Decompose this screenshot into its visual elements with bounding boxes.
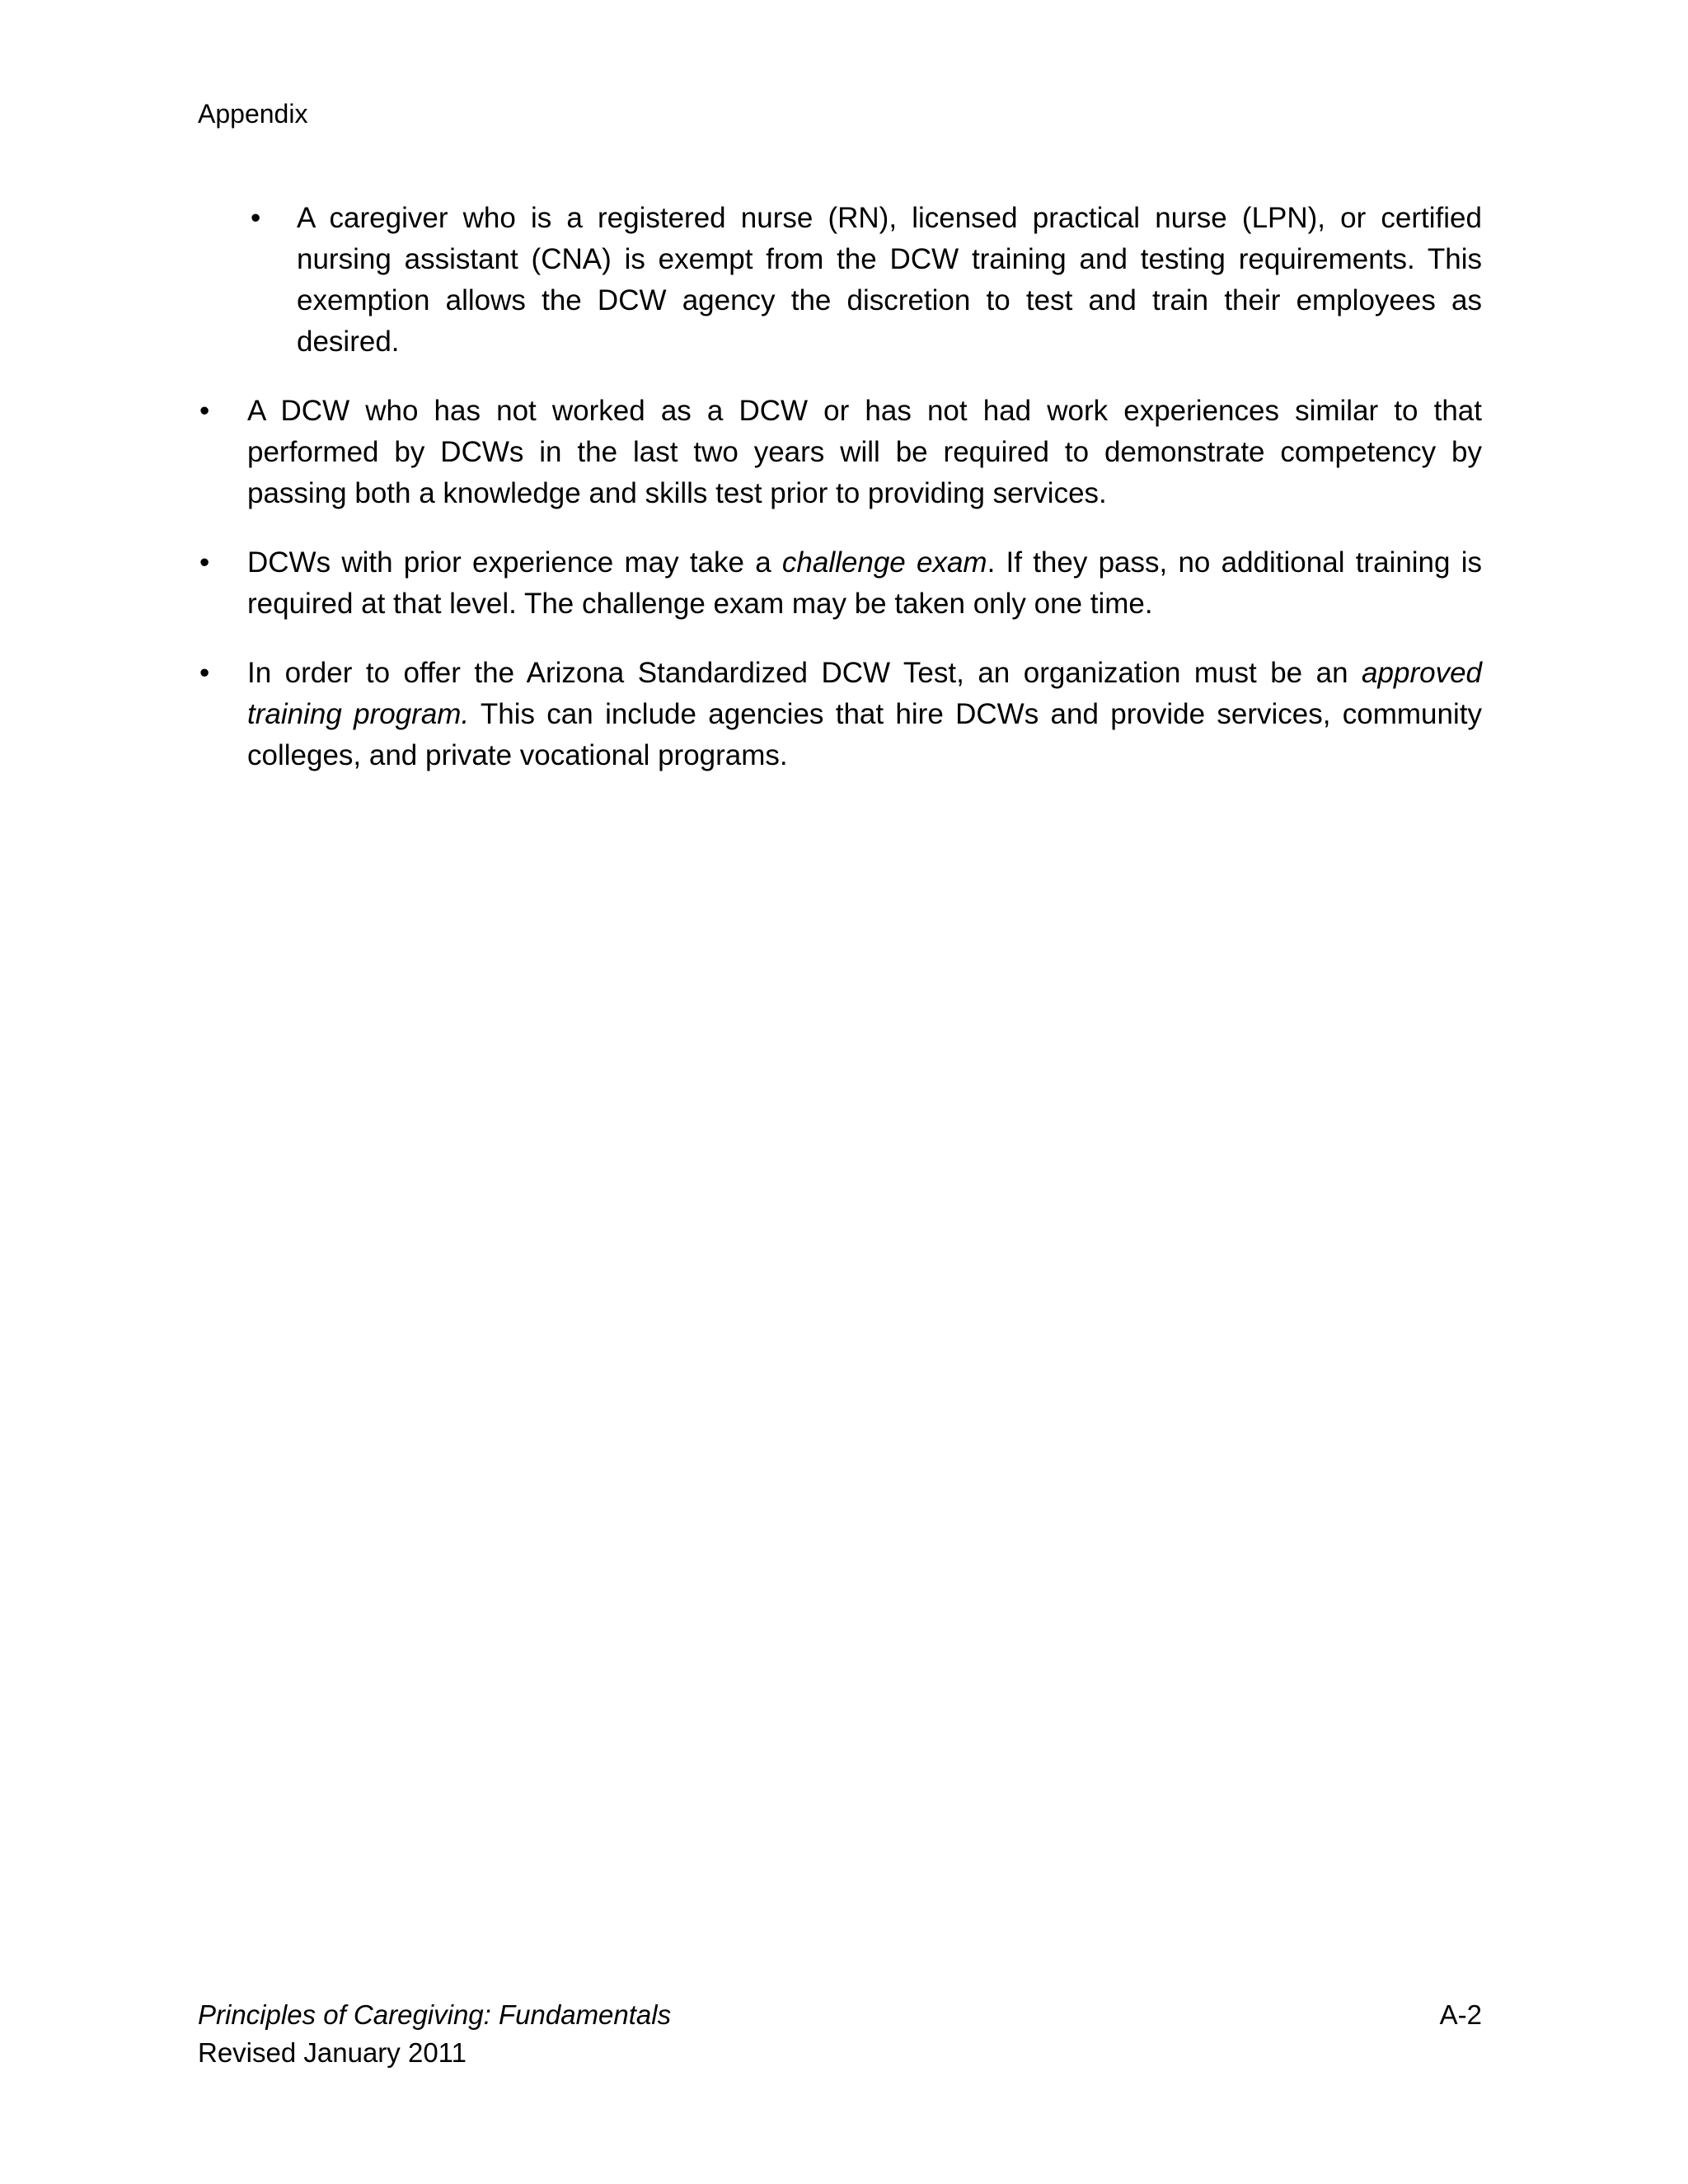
text-segment: DCWs with prior experience may take a [247, 546, 782, 579]
footer-title: Principles of Caregiving: Fundamentals [198, 1999, 672, 2030]
emphasis-text: approved training program. [247, 657, 1482, 730]
bullet-icon: • [251, 202, 261, 234]
list-item-text [247, 653, 1482, 776]
list-item-caregiver-exemption [251, 198, 1482, 363]
text-segment: In order to offer the Arizona Standardized DCW Test, an organization must be an [247, 657, 1362, 689]
page-footer [198, 1996, 1482, 2072]
list-item-approved-program [199, 653, 1482, 776]
footer-revised-date: Revised January 2011 [198, 2037, 467, 2068]
emphasis-text: challenge exam [781, 546, 987, 579]
list-item-challenge-exam [199, 542, 1482, 625]
list-item-text: A DCW who has not worked as a DCW or has not had work experiences similar to that performed by DCWs in the last two years will be required to demonstrate competency by passing both a knowledge and skills test prior to providing services. [247, 395, 1482, 509]
bullet-icon: • [199, 657, 210, 689]
text-segment: . If they pass, no additional training is required at that level. The challenge exam may be taken only one time. [247, 546, 1482, 620]
bullet-icon: • [199, 546, 210, 579]
text-segment: This can include agencies that hire DCWs and provide services, community colleges, and private vocational programs. [247, 698, 1482, 771]
list-item-text [247, 542, 1482, 625]
running-header: Appendix [198, 99, 308, 129]
list-item-text: A caregiver who is a registered nurse (RN), licensed practical nurse (LPN), or certified nursing assistant (CNA) is exempt from the DCW training and testing requirements. This exemption allows the DCW agency the discretion to test and train their employees as desired. [297, 202, 1482, 358]
list-item-competency [199, 391, 1482, 514]
bullet-icon: • [199, 395, 210, 427]
page-number: A-2 [1439, 1999, 1482, 2030]
